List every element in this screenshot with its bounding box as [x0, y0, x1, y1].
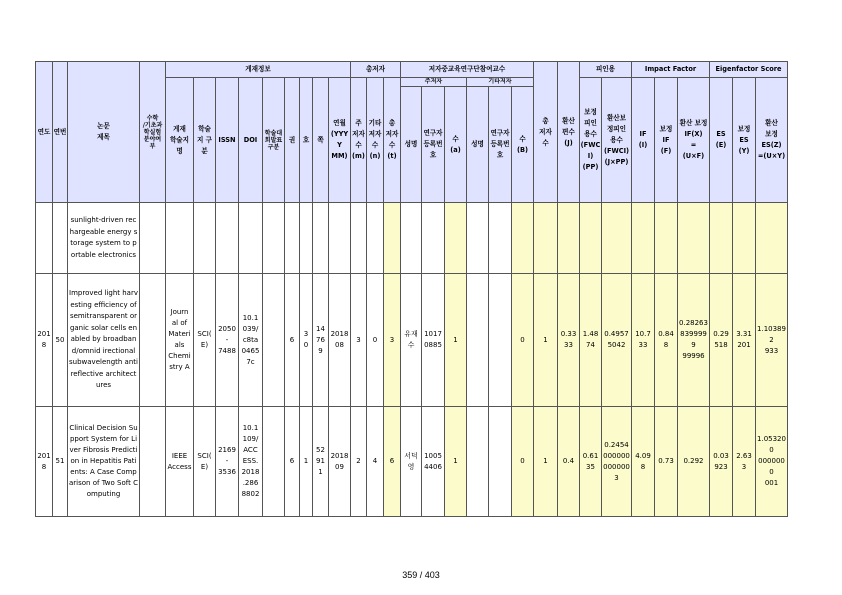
cell-journal: IEEE Access [166, 407, 194, 517]
cell-volume: 6 [285, 407, 300, 517]
cell-class: SCI( E) [194, 407, 216, 517]
cell-fwci: 0.61 35 [580, 407, 602, 517]
cell-other: 4 [367, 407, 384, 517]
cell-date: 2018 08 [329, 274, 351, 407]
header-es-adj: 보정 ES (Y) [733, 78, 756, 203]
cell-name-a: 서덕 영 [401, 407, 422, 517]
cell-issue: 1 [300, 407, 313, 517]
header-field: 수학 /기초과 학실험 분야여 부 [140, 62, 166, 203]
header-if: IF (I) [632, 78, 655, 203]
header-converted: 환산 편수 (J) [558, 62, 580, 203]
cell-count-a: 1 [445, 407, 467, 517]
cell-es-conv [756, 203, 788, 274]
cell-class: SCI( E) [194, 274, 216, 407]
cell-converted: 0.33 33 [558, 274, 580, 407]
header-issue: 호 [300, 78, 313, 203]
cell-if-adj: 0.84 8 [655, 274, 678, 407]
cell-serial [53, 203, 68, 274]
header-volume: 권 [285, 78, 300, 203]
header-group-publication: 게재정보 [166, 62, 351, 78]
cell-es-adj [733, 203, 756, 274]
cell-other [367, 203, 384, 274]
cell-es: 0.29 518 [710, 274, 733, 407]
cell-affiliation [263, 203, 285, 274]
cell-year: 201 8 [36, 274, 53, 407]
header-sub-other: 기타저자 [467, 78, 534, 87]
header-class: 학술 지 구 분 [194, 78, 216, 203]
cell-page: 14 76 9 [313, 274, 329, 407]
cell-page [313, 203, 329, 274]
cell-if-adj: 0.73 [655, 407, 678, 517]
header-journal: 게재 학술지 명 [166, 78, 194, 203]
cell-other: 0 [367, 274, 384, 407]
header-total-part: 총 저자 수 [534, 62, 558, 203]
cell-volume [285, 203, 300, 274]
cell-year: 201 8 [36, 407, 53, 517]
cell-serial: 51 [53, 407, 68, 517]
cell-count-b: 0 [512, 407, 534, 517]
cell-journal [166, 203, 194, 274]
header-doi: DOI [239, 78, 263, 203]
cell-if-adj [655, 203, 678, 274]
cell-main: 2 [351, 407, 367, 517]
cell-date: 2018 09 [329, 407, 351, 517]
header-page: 쪽 [313, 78, 329, 203]
cell-if-conv: 0.292 [678, 407, 710, 517]
cell-reg-a [422, 203, 445, 274]
cell-converted: 0.4 [558, 407, 580, 517]
cell-field [140, 203, 166, 274]
cell-fwci-conv [602, 203, 632, 274]
cell-fwci: 1.48 74 [580, 274, 602, 407]
cell-title: Clinical Decision Support System for Liver Fibrosis Prediction in Hepatitis Patients: A Case Comparison of Two Soft Computing [68, 407, 140, 517]
cell-total-part: 1 [534, 407, 558, 517]
header-main-authors: 주 저자 수 (m) [351, 78, 367, 203]
cell-if-conv: 0.28263 8399999 99996 [678, 274, 710, 407]
cell-reg-b [489, 274, 512, 407]
header-name-b: 성명 [467, 87, 489, 203]
header-es: ES (E) [710, 78, 733, 203]
header-sub-main: 주저자 [401, 78, 467, 87]
cell-reg-a: 1017 0885 [422, 274, 445, 407]
cell-doi: 10.1 039/ c8ta 0465 7c [239, 274, 263, 407]
cell-total: 3 [384, 274, 401, 407]
cell-doi [239, 203, 263, 274]
cell-fwci [580, 203, 602, 274]
cell-count-b [512, 203, 534, 274]
cell-field [140, 274, 166, 407]
cell-if: 10.7 33 [632, 274, 655, 407]
cell-reg-a: 1005 4406 [422, 407, 445, 517]
cell-name-b [467, 274, 489, 407]
cell-name-a: 유재 수 [401, 274, 422, 407]
cell-issn: 2050 - 7488 [216, 274, 239, 407]
table-row [36, 203, 788, 274]
cell-fwci-conv: 0.4957 5042 [602, 274, 632, 407]
cell-if: 4.09 8 [632, 407, 655, 517]
cell-es-adj: 2.63 3 [733, 407, 756, 517]
cell-doi: 10.1 109/ ACC ESS. 2018 .286 8802 [239, 407, 263, 517]
cell-es: 0.03 923 [710, 407, 733, 517]
cell-title: Improved light harvesting efficiency of semitransparent organic solar cells enabled by broadband/omnid irectional subwavelength antireflective architectures [68, 274, 140, 407]
table-row [36, 407, 788, 517]
cell-serial: 50 [53, 274, 68, 407]
header-total-authors: 총 저자 수 (t) [384, 78, 401, 203]
cell-es [710, 203, 733, 274]
cell-journal: Journ al of Materi als Chemi stry A [166, 274, 194, 407]
cell-count-b: 0 [512, 274, 534, 407]
cell-name-a [401, 203, 422, 274]
header-issn: ISSN [216, 78, 239, 203]
cell-reg-b [489, 407, 512, 517]
cell-main [351, 203, 367, 274]
cell-reg-b [489, 203, 512, 274]
header-reg-a: 연구자 등록번 호 [422, 87, 445, 203]
cell-total-part [534, 203, 558, 274]
cell-page: 52 91 1 [313, 407, 329, 517]
header-if-adj: 보정 IF (F) [655, 78, 678, 203]
cell-date [329, 203, 351, 274]
cell-issue: 3 0 [300, 274, 313, 407]
cell-class [194, 203, 216, 274]
header-group-citation: 피인용 [580, 62, 632, 78]
header-group-authors: 총저자 [351, 62, 401, 78]
cell-name-b [467, 203, 489, 274]
cell-count-a: 1 [445, 274, 467, 407]
header-group-if: Impact Factor [632, 62, 710, 78]
header-reg-b: 연구자 등록번 호 [489, 87, 512, 203]
cell-name-b [467, 407, 489, 517]
cell-es-adj: 3.31 201 [733, 274, 756, 407]
cell-volume: 6 [285, 274, 300, 407]
header-count-b: 수 (B) [512, 87, 534, 203]
header-year: 연도 [36, 62, 53, 203]
cell-fwci-conv: 0.2454 000000 000000 3 [602, 407, 632, 517]
header-title: 논문 제목 [68, 62, 140, 203]
header-count-a: 수 (a) [445, 87, 467, 203]
cell-issue [300, 203, 313, 274]
header-name-a: 성명 [401, 87, 422, 203]
cell-es-conv: 1.053200 0000000 001 [756, 407, 788, 517]
cell-affiliation [263, 407, 285, 517]
cell-count-a [445, 203, 467, 274]
header-if-conv: 환산 보정 IF(X) = (U×F) [678, 78, 710, 203]
header-affiliation: 학술대 회발표 구분 [263, 78, 285, 203]
header-es-conv: 환산 보정 ES(Z) =(U×Y) [756, 78, 788, 203]
cell-if-conv [678, 203, 710, 274]
header-group-participating: 저자중교육연구단참여교수 [401, 62, 534, 78]
cell-issn: 2169 - 3536 [216, 407, 239, 517]
cell-field [140, 407, 166, 517]
cell-es-conv: 1.103892 933 [756, 274, 788, 407]
cell-year [36, 203, 53, 274]
cell-main: 3 [351, 274, 367, 407]
cell-converted [558, 203, 580, 274]
header-date: 연월 (YYYY MM) [329, 78, 351, 203]
cell-total [384, 203, 401, 274]
header-fwci-conv: 환산보 정피인 용수 (FWCI) (J×PP) [602, 78, 632, 203]
cell-issn [216, 203, 239, 274]
cell-title: sunlight-driven rechargeable energy storage system to portable electronics [68, 203, 140, 274]
cell-total: 6 [384, 407, 401, 517]
table-row [36, 274, 788, 407]
header-serial: 연번 [53, 62, 68, 203]
header-other-authors: 기타 저자 수 (n) [367, 78, 384, 203]
header-fwci: 보정 피인 용수 (FWC I) (PP) [580, 78, 602, 203]
cell-if [632, 203, 655, 274]
header-group-es: Eigenfactor Score [710, 62, 788, 78]
page-number: 359 / 403 [402, 570, 440, 580]
cell-affiliation [263, 274, 285, 407]
cell-total-part: 1 [534, 274, 558, 407]
performance-table [35, 61, 788, 517]
